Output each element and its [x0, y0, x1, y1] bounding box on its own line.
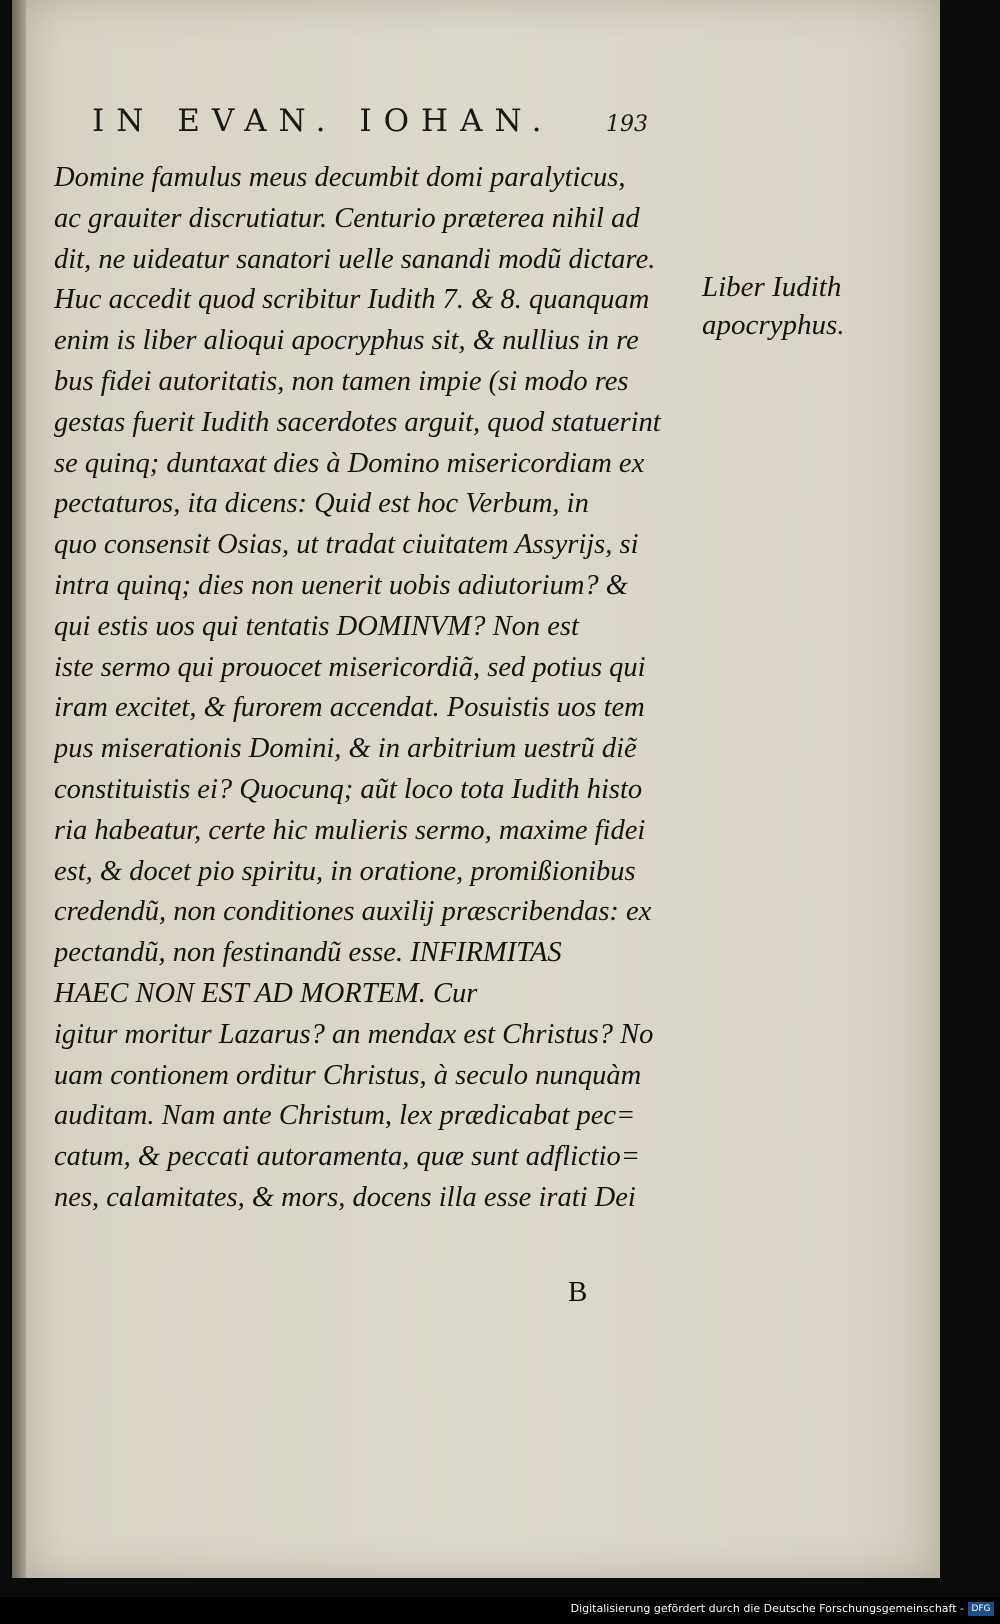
- text-line: nes, calamitates, & mors, docens illa esse irati Dei: [54, 1181, 636, 1213]
- text-line: dit, ne uideatur sanatori uelle sanandi modũ dictare.: [54, 243, 656, 275]
- signature-mark: B: [568, 1276, 588, 1308]
- text-line: credendũ, non conditiones auxilij præscribendas: ex: [54, 896, 652, 928]
- text-line: quo consensit Osias, ut tradat ciuitatem Assyrijs, si: [54, 529, 639, 561]
- text-line: qui estis uos qui tentatis DOMINVM? Non est: [54, 610, 579, 642]
- folio-number: 193: [606, 112, 648, 137]
- text-line: pus miserationis Domini, & in arbitrium uestrũ diẽ: [54, 733, 637, 765]
- text-line: iram excitet, & furorem accendat. Posuistis uos tem: [54, 692, 645, 724]
- marginal-note-line: apocryphus.: [702, 309, 845, 341]
- text-line: se quinq; duntaxat dies à Domino misericordiam ex: [54, 447, 645, 479]
- text-line: auditam. Nam ante Christum, lex prædicabat pec=: [54, 1100, 636, 1132]
- body-text-block: [54, 158, 694, 1219]
- book-page: [12, 0, 940, 1578]
- text-line: pectaturos, ita dicens: Quid est hoc Verbum, in: [54, 488, 589, 520]
- text-line: Huc accedit quod scribitur Iudith 7. & 8. quanquam: [54, 284, 650, 316]
- text-line: ria habeatur, certe hic mulieris sermo, maxime fidei: [54, 814, 646, 846]
- text-line: constituistis ei? Quocunq; aũt loco tota Iudith histo: [54, 773, 643, 805]
- text-line: bus fidei autoritatis, non tamen impie (si modo res: [54, 365, 629, 397]
- running-head: IN EVAN. IOHAN.: [92, 103, 554, 139]
- text-line: enim is liber alioqui apocryphus sit, & nullius in re: [54, 325, 639, 357]
- text-line: est, & docet pio spiritu, in oratione, promißionibus: [54, 855, 636, 887]
- text-line: catum, & peccati autoramenta, quæ sunt adflictio=: [54, 1141, 641, 1173]
- page-gutter-shadow: [12, 0, 26, 1578]
- text-line: uam contionem orditur Christus, à seculo nunquàm: [54, 1059, 642, 1091]
- text-line: iste sermo qui prouocet misericordiã, sed potius qui: [54, 651, 646, 683]
- marginal-note: [702, 268, 845, 344]
- text-line: HAEC NON EST AD MORTEM. Cur: [54, 977, 478, 1009]
- text-line: ac grauiter discrutiatur. Centurio præterea nihil ad: [54, 202, 640, 234]
- digitization-credit: Digitalisierung gefördert durch die Deutsche Forschungsgemeinschaft -: [570, 1602, 964, 1615]
- dfg-logo-icon: DFG: [968, 1602, 994, 1616]
- marginal-note-line: Liber Iudith: [702, 271, 842, 303]
- text-line: Domine famulus meus decumbit domi paralyticus,: [54, 162, 626, 193]
- text-line: igitur moritur Lazarus? an mendax est Christus? No: [54, 1018, 654, 1050]
- text-line: pectandũ, non festinandũ esse. INFIRMITAS: [54, 937, 562, 969]
- text-line: gestas fuerit Iudith sacerdotes arguit, quod statuerint: [54, 406, 661, 438]
- text-line: intra quinq; dies non uenerit uobis adiutorium? &: [54, 569, 628, 601]
